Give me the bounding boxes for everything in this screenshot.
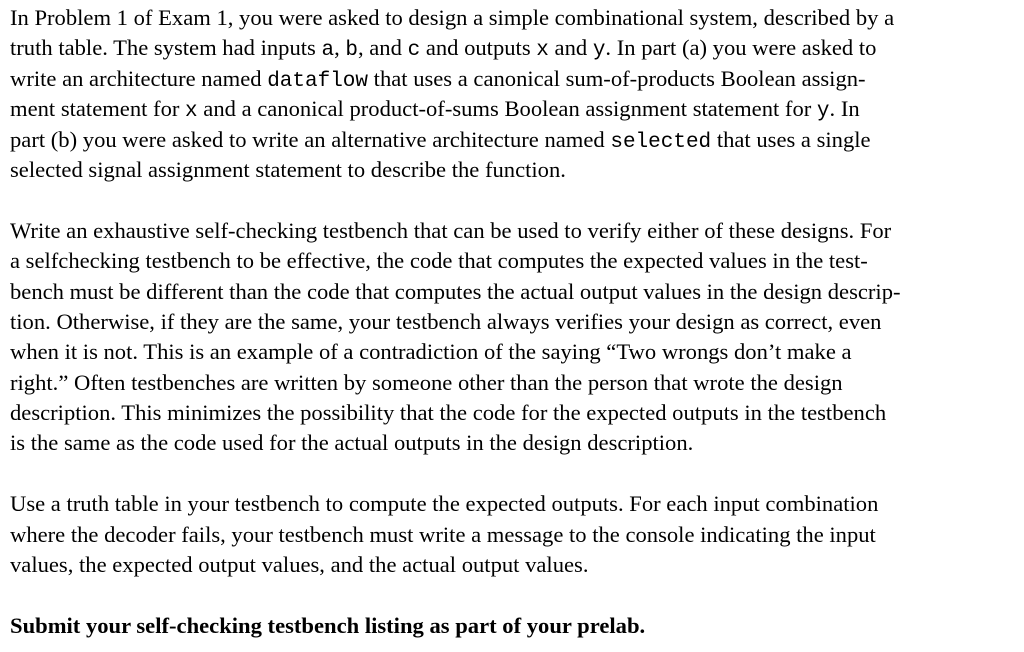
text-line: bench must be different than the code that computes the actual output values in the design descrip- (10, 278, 901, 304)
document-body (10, 3, 1020, 641)
text-line: tion. Otherwise, if they are the same, your testbench always verifies your design as correct, even (10, 308, 882, 334)
text-line: when it is not. This is an example of a contradiction of the saying “Two wrongs don’t make a (10, 339, 852, 365)
paragraph-testbench-requirements (10, 216, 1020, 459)
text-segment: write an architecture named (10, 65, 268, 91)
submission-instruction: Submit your self-checking testbench listing as part of your prelab. (10, 612, 646, 638)
text-segment: , (334, 35, 346, 61)
text-segment: and (548, 35, 593, 61)
text-line: Write an exhaustive self-checking testbench that can be used to verify either of these designs. For (10, 217, 892, 243)
input-a-code: a (321, 39, 335, 63)
text-segment: ment statement for (10, 96, 186, 122)
text-line: description. This minimizes the possibility that the code for the expected outputs in the testbench (10, 400, 887, 426)
output-x-code: x (185, 100, 198, 124)
text-segment: and a canonical product-of-sums Boolean assignment statement for (197, 96, 817, 122)
text-line: In Problem 1 of Exam 1, you were asked to design a simple combinational system, described by a (10, 5, 895, 30)
text-segment: and outputs (420, 35, 537, 61)
text-line (10, 64, 1020, 94)
paragraph-truth-table-instructions (10, 489, 1020, 580)
text-line: a selfchecking testbench to be effective, the code that computes the expected values in the test- (10, 248, 868, 274)
text-line: right.” Often testbenches are written by someone other than the person that wrote the design (10, 369, 843, 395)
output-y-code: y (816, 100, 830, 124)
architecture-dataflow-code: dataflow (267, 69, 369, 93)
paragraph-gap (10, 185, 1020, 215)
text-line (10, 94, 1020, 124)
output-y-code: y (592, 39, 606, 63)
text-segment: that uses a single (711, 126, 871, 152)
text-line: Use a truth table in your testbench to compute the expected outputs. For each input combination (10, 491, 879, 517)
text-line: where the decoder fails, your testbench must write a message to the console indicating the input (10, 521, 876, 547)
paragraph-gap (10, 459, 1020, 489)
output-x-code: x (536, 39, 549, 63)
text-line (10, 33, 1020, 63)
text-line: values, the expected output values, and the actual output values. (10, 552, 589, 578)
text-segment: , and (357, 35, 408, 61)
text-line: is the same as the code used for the actual outputs in the design description. (10, 430, 694, 456)
text-line: selected signal assignment statement to describe the function. (10, 156, 566, 182)
text-segment: . In (829, 96, 860, 122)
text-segment: . In part (a) you were asked to (605, 35, 877, 61)
text-segment: truth table. The system had inputs (10, 35, 322, 61)
paragraph-submission-note (10, 611, 1020, 641)
input-b-code: b (345, 39, 358, 63)
architecture-selected-code: selected (610, 130, 712, 154)
paragraph-gap (10, 580, 1020, 610)
text-line (10, 125, 1020, 155)
paragraph-problem-description (10, 3, 1020, 185)
text-segment: that uses a canonical sum-of-products Boolean assign- (368, 65, 866, 91)
input-c-code: c (407, 39, 421, 63)
text-segment: part (b) you were asked to write an alternative architecture named (10, 126, 611, 152)
